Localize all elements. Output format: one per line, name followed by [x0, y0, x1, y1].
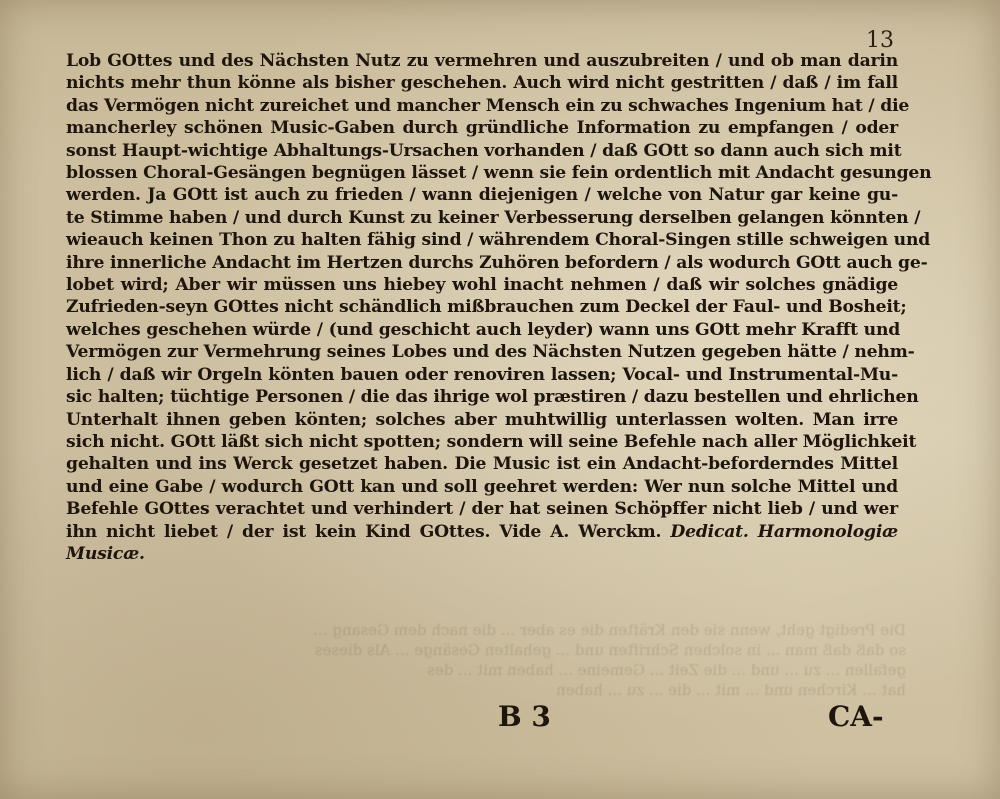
- bleed-line: hat ... Kirchen und ... mit ... die ... zu ... haben: [556, 681, 906, 699]
- text-line: nichts mehr thun könne als bisher geschehen. Auch wird nicht gestritten / daß / im fall: [66, 73, 898, 94]
- signature-mark: B 3: [498, 700, 551, 733]
- text-line: das Vermögen nicht zureichet und mancher Mensch ein zu schwaches Ingenium hat / die: [66, 95, 910, 116]
- citation-italic-title: Dedicat. Harmonologiæ: [670, 521, 898, 542]
- text-line: Lob GOttes und des Nächsten Nutz zu vermehren und auszubreiten / und ob man darin: [66, 51, 898, 71]
- text-line: lobet wird; Aber wir müssen uns hiebey wohl inacht nehmen / daß wir solches gnädige: [66, 275, 898, 296]
- text-line: Befehle GOttes verachtet und verhindert / der hat seinen Schöpffer nicht lieb / und wer: [66, 499, 898, 520]
- citation-text: ihn nicht liebet / der ist kein Kind GOttes. Vide A. Werckm.: [66, 521, 662, 542]
- main-text-block: [66, 50, 932, 565]
- text-line: Unterhalt ihnen geben könten; solches aber muhtwillig unterlassen wolten. Man irre: [66, 409, 898, 430]
- catchword: CA-: [828, 700, 884, 733]
- text-line: wieauch keinen Thon zu halten fähig sind / währendem Choral-Singen stille schweigen und: [66, 230, 931, 251]
- text-line: ihre innerliche Andacht im Hertzen durchs Zuhören befordern / als wodurch GOtt auch ge-: [66, 252, 928, 273]
- page-number: 13: [866, 28, 894, 53]
- text-line: werden. Ja GOtt ist auch zu frieden / wann diejenigen / welche von Natur gar keine gu-: [66, 185, 898, 206]
- bleed-line: so daß daß man ... in solchen Schriften und ... gehalten Gesänge ... Als dieses: [314, 641, 906, 659]
- text-line: mancherley schönen Music-Gaben durch gründliche Information zu empfangen / oder: [66, 118, 898, 139]
- text-line: lich / daß wir Orgeln könten bauen oder renoviren lassen; Vocal- und Instrumental-Mu-: [66, 364, 898, 385]
- text-line: sic halten; tüchtige Personen / die das ihrige wol præstiren / dazu bestellen und ehrlichen: [66, 387, 919, 408]
- citation-line: [66, 521, 898, 543]
- text-line: welches geschehen würde / (und geschicht auch leyder) wann uns GOtt mehr Krafft und: [66, 319, 901, 340]
- text-line: gehalten und ins Werck gesetzet haben. Die Music ist ein Andacht-beforderndes Mittel: [66, 454, 898, 475]
- final-line: Musicæ.: [66, 543, 145, 564]
- bleed-line: Die Predigt geht, wenn sie den Kräften die es aber ... die nach dem Gesang ...: [313, 621, 906, 639]
- text-line: Zufrieden-seyn GOttes nicht schändlich mißbrauchen zum Deckel der Faul- und Bosheit;: [66, 297, 907, 318]
- text-line: sich nicht. GOtt läßt sich nicht spotten; sondern will seine Befehle nach aller Möglichkeit: [66, 431, 917, 452]
- bleed-line: gefallen ... zu ... und ... die Zeit ... Gemeine ... haben mit ... des: [427, 661, 906, 679]
- text-line: und eine Gabe / wodurch GOtt kan und soll geehret werden: Wer nun solche Mittel und: [66, 476, 898, 497]
- text-line: blossen Choral-Gesängen begnügen lässet / wenn sie fein ordentlich mit Andacht gesungen: [66, 163, 932, 184]
- text-line: te Stimme haben / und durch Kunst zu keiner Verbesserung derselben gelangen könnten /: [66, 207, 921, 228]
- bleed-through-text: [66, 620, 906, 700]
- text-line: sonst Haupt-wichtige Abhaltungs-Ursachen vorhanden / daß GOtt so dann auch sich mit: [66, 140, 902, 161]
- text-line: Vermögen zur Vermehrung seines Lobes und des Nächsten Nutzen gegeben hätte / nehm-: [66, 342, 915, 363]
